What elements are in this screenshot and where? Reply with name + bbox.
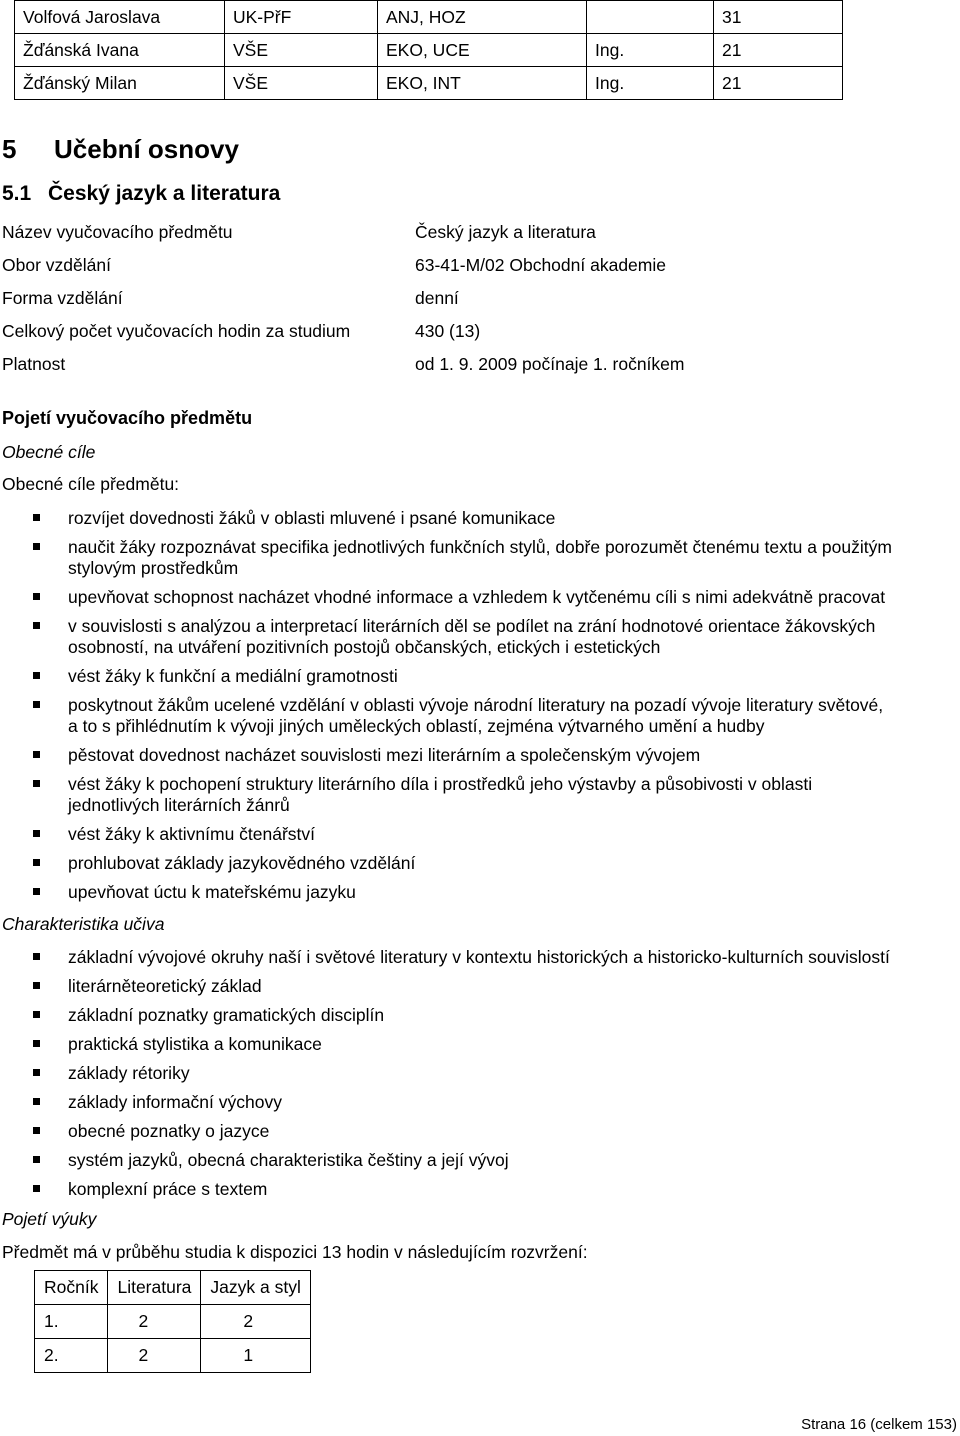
- section-heading: [2, 134, 239, 165]
- staff-table: [14, 0, 843, 100]
- table-cell: VŠE: [225, 34, 378, 67]
- list-item: základní vývojové okruhy naší i světové literatury v kontextu historických a historicko-kulturních souvislostí: [0, 947, 960, 976]
- table-cell: Volfová Jaroslava: [15, 1, 225, 34]
- list-item: základy informační výchovy: [0, 1092, 960, 1121]
- table-row: [15, 1, 843, 34]
- table-cell: EKO, INT: [378, 67, 587, 100]
- list-item: prohlubovat základy jazykovědného vzdělání: [0, 853, 960, 882]
- bullet-icon: [33, 1098, 40, 1105]
- table-cell: 31: [714, 1, 843, 34]
- list-item: vést žáky k funkční a mediální gramotnosti: [0, 666, 960, 695]
- bullet-icon: [33, 1011, 40, 1018]
- table-cell: 1: [201, 1339, 310, 1373]
- table-cell: ANJ, HOZ: [378, 1, 587, 34]
- bullet-icon: [33, 830, 40, 837]
- curriculum-heading: Charakteristika učiva: [2, 914, 165, 934]
- section-number: 5: [2, 134, 17, 164]
- info-label-field: Obor vzdělání: [2, 255, 111, 275]
- bullet-icon: [33, 1040, 40, 1047]
- general-goals-heading: Obecné cíle: [2, 442, 96, 462]
- list-item: obecné poznatky o jazyce: [0, 1121, 960, 1150]
- table-row: [35, 1339, 311, 1373]
- table-cell: 21: [714, 67, 843, 100]
- curriculum-list: [0, 947, 960, 1208]
- goals-list: [0, 508, 960, 911]
- info-value-subject: Český jazyk a literatura: [415, 222, 596, 242]
- info-label-subject: Název vyučovacího předmětu: [2, 222, 233, 242]
- list-item: základní poznatky gramatických disciplín: [0, 1005, 960, 1034]
- list-item: v souvislosti s analýzou a interpretací literárních děl se podílet na zrání hodnotové orientace žákovských osobností, na utváření pozitivních postojů občanských, etických i estetických: [0, 616, 960, 666]
- list-item: pěstovat dovednost nacházet souvislosti mezi literárním a společenským vývojem: [0, 745, 960, 774]
- info-label-form: Forma vzdělání: [2, 288, 123, 308]
- list-item: literárněteoretický základ: [0, 976, 960, 1005]
- list-item: upevňovat úctu k mateřskému jazyku: [0, 882, 960, 911]
- info-value-validity: od 1. 9. 2009 počínaje 1. ročníkem: [415, 354, 685, 374]
- table-cell: Žďánský Milan: [15, 67, 225, 100]
- list-item: vést žáky k pochopení struktury literárního díla i prostředků jeho výstavby a působivosti v oblasti jednotlivých literárních žánrů: [0, 774, 960, 824]
- subsection-number: 5.1: [2, 182, 32, 205]
- info-value-field: 63-41-M/02 Obchodní akademie: [415, 255, 666, 275]
- list-item: praktická stylistika a komunikace: [0, 1034, 960, 1063]
- bullet-icon: [33, 593, 40, 600]
- table-cell: VŠE: [225, 67, 378, 100]
- bullet-icon: [33, 1127, 40, 1134]
- info-value-form: denní: [415, 288, 459, 308]
- subsection-heading: [2, 182, 280, 206]
- list-item: komplexní práce s textem: [0, 1179, 960, 1208]
- table-row: [15, 67, 843, 100]
- table-cell: EKO, UCE: [378, 34, 587, 67]
- bullet-icon: [33, 751, 40, 758]
- page-footer: Strana 16 (celkem 153): [801, 1416, 957, 1433]
- bullet-icon: [33, 953, 40, 960]
- bullet-icon: [33, 622, 40, 629]
- table-cell: Žďánská Ivana: [15, 34, 225, 67]
- bullet-icon: [33, 888, 40, 895]
- table-cell: 21: [714, 34, 843, 67]
- table-cell: 2: [108, 1305, 201, 1339]
- table-cell: 1.: [35, 1305, 108, 1339]
- table-cell: 2.: [35, 1339, 108, 1373]
- bullet-icon: [33, 859, 40, 866]
- teaching-concept-heading: Pojetí výuky: [2, 1209, 97, 1229]
- table-row: [15, 34, 843, 67]
- table-cell: 2: [108, 1339, 201, 1373]
- bullet-icon: [33, 1185, 40, 1192]
- bullet-icon: [33, 1156, 40, 1163]
- table-header-cell: Literatura: [108, 1271, 201, 1305]
- table-row: [35, 1305, 311, 1339]
- list-item: základy rétoriky: [0, 1063, 960, 1092]
- bullet-icon: [33, 780, 40, 787]
- bullet-icon: [33, 1069, 40, 1076]
- bullet-icon: [33, 982, 40, 989]
- list-item: vést žáky k aktivnímu čtenářství: [0, 824, 960, 853]
- info-label-hours: Celkový počet vyučovacích hodin za studium: [2, 321, 351, 341]
- bullet-icon: [33, 701, 40, 708]
- table-row: [35, 1271, 311, 1305]
- table-cell: [587, 1, 714, 34]
- hours-intro: Předmět má v průběhu studia k dispozici 13 hodin v následujícím rozvržení:: [2, 1242, 588, 1262]
- table-cell: Ing.: [587, 34, 714, 67]
- list-item: naučit žáky rozpoznávat specifika jednotlivých funkčních stylů, dobře porozumět čtenému textu a použitým stylovým prostředkům: [0, 537, 960, 587]
- list-item: poskytnout žákům ucelené vzdělání v oblasti vývoje národní literatury na pozadí vývoje literatury světové, a to s přihlédnutím k vývoji jiných uměleckých oblastí, zejména výtvarného umění a hudby: [0, 695, 960, 745]
- general-goals-intro: Obecné cíle předmětu:: [2, 474, 180, 494]
- table-header-cell: Ročník: [35, 1271, 108, 1305]
- list-item: rozvíjet dovednosti žáků v oblasti mluvené i psané komunikace: [0, 508, 960, 537]
- table-cell: Ing.: [587, 67, 714, 100]
- concept-heading: Pojetí vyučovacího předmětu: [2, 408, 253, 428]
- bullet-icon: [33, 514, 40, 521]
- table-header-cell: Jazyk a styl: [201, 1271, 310, 1305]
- info-value-hours: 430 (13): [415, 321, 481, 341]
- info-label-validity: Platnost: [2, 354, 66, 374]
- hours-table: [34, 1270, 311, 1373]
- subsection-title: Český jazyk a literatura: [48, 182, 281, 205]
- list-item: upevňovat schopnost nacházet vhodné informace a vzhledem k vytčenému cíli s nimi adekvátně pracovat: [0, 587, 960, 616]
- table-cell: UK-PřF: [225, 1, 378, 34]
- bullet-icon: [33, 672, 40, 679]
- table-cell: 2: [201, 1305, 310, 1339]
- list-item: systém jazyků, obecná charakteristika češtiny a její vývoj: [0, 1150, 960, 1179]
- section-title: Učební osnovy: [54, 134, 239, 164]
- bullet-icon: [33, 543, 40, 550]
